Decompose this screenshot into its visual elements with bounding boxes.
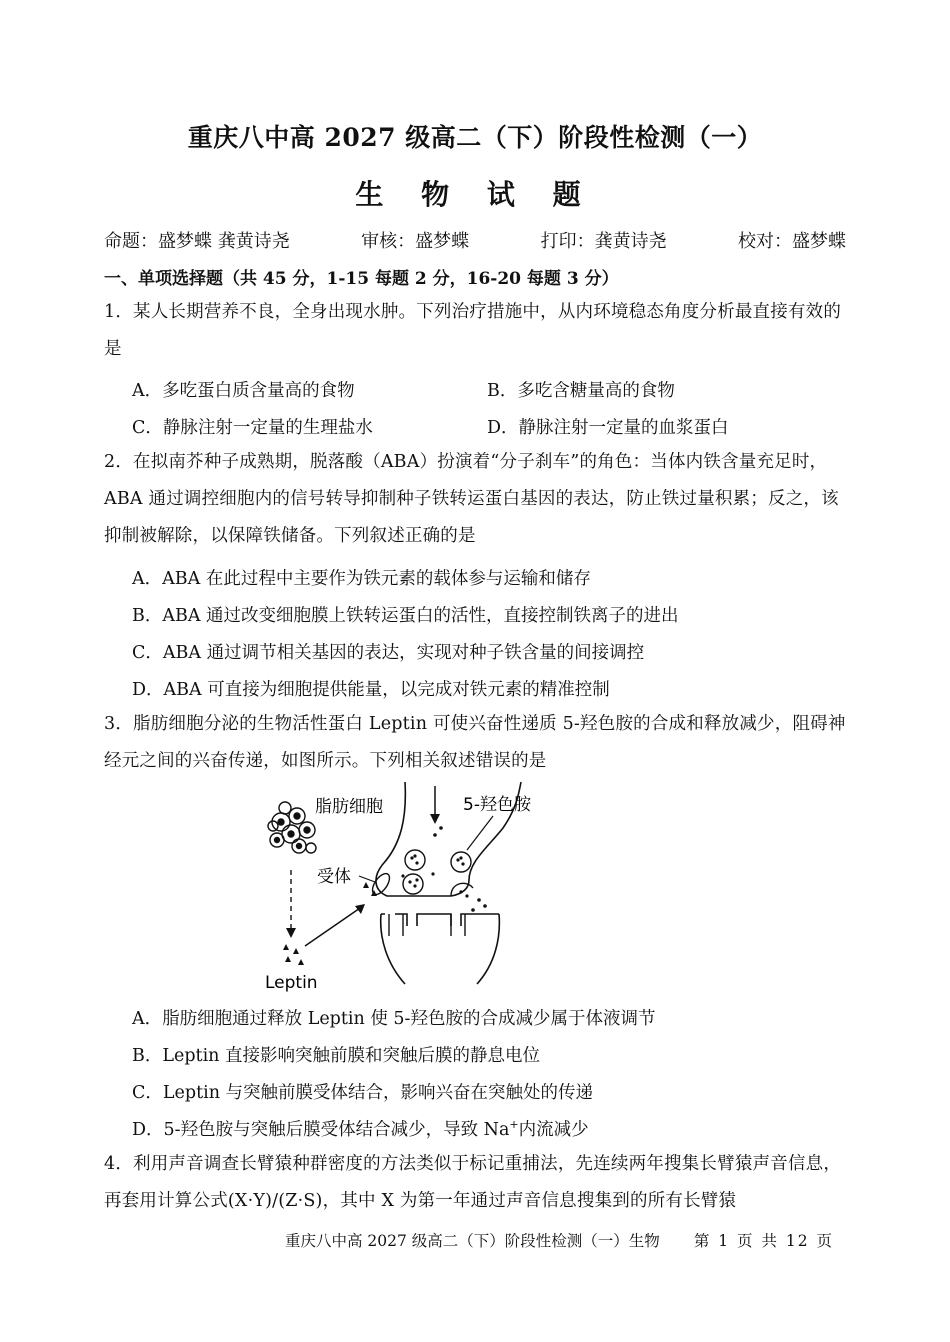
leptin-molecules-icon (283, 944, 304, 965)
label-fat-cell: 脂肪细胞 (315, 797, 383, 817)
receptor-leptin-icon (363, 882, 377, 896)
leptin-arrow-head (355, 904, 365, 914)
question-2-option-b: B．ABA 通过改变细胞膜上铁转运蛋白的活性，直接控制铁离子的进出 (132, 606, 679, 626)
label-leptin: Leptin (265, 973, 318, 993)
question-1-stem: 1．某人长期营养不良，全身出现水肿。下列治疗措施中，从内环境稳态角度分析最直接有效的是 (104, 302, 842, 359)
sodium-charge: + (509, 1118, 519, 1132)
exam-meta (104, 227, 846, 253)
question-2-option-d: D．ABA 可直接为细胞提供能量，以完成对铁元素的精准控制 (132, 680, 610, 700)
label-serotonin: 5-羟色胺 (463, 795, 531, 815)
vesicles (403, 850, 473, 896)
postsynaptic-membrane (381, 914, 500, 984)
question-3-option-c: C．Leptin 与突触前膜受体结合，影响兴奋在突触处的传递 (132, 1083, 594, 1103)
synapse-diagram (255, 778, 585, 996)
question-4-stem: 4．利用声音调查长臂猿种群密度的方法类似于标记重捕法，先连续两年搜集长臂猿声音信息，再套用计算公式(X·Y)/(Z·S)，其中 X 为第一年通过声音信息搜集到的所有长臂猿 (104, 1154, 842, 1211)
question-3-option-d: D．5-羟色胺与突触后膜受体结合减少，导致 Na+内流减少 (132, 1118, 589, 1140)
question-2-option-a: A．ABA 在此过程中主要作为铁元素的载体参与运输和储存 (132, 569, 591, 589)
postsynaptic-receptors (389, 914, 465, 936)
dashed-arrow-head (286, 928, 296, 938)
question-1-option-a: A．多吃蛋白质含量高的食物 (132, 381, 355, 401)
footer-text: 重庆八中高 2027 级高二（下）阶段性检测（一）生物 (285, 1232, 660, 1250)
question-2-stem: 2．在拟南芥种子成熟期，脱落酸（ABA）扮演着“分子刹车”的角色：当体内铁含量充足时，ABA 通过调控细胞内的信号转导抑制种子铁转运蛋白基因的表达，防止铁过量积累；反之，该抑制被解除，以保障铁储备。下列叙述正确的是 (104, 452, 839, 546)
meta-reviewer: 审核：盛梦蝶 (361, 231, 470, 252)
question-3-option-b: B．Leptin 直接影响突触前膜和突触后膜的静息电位 (132, 1046, 541, 1066)
question-2-option-c: C．ABA 通过调节相关基因的表达，实现对种子铁含量的间接调控 (132, 643, 645, 663)
section-heading: 一、单项选择题（共 45 分，1-15 每题 2 分，16-20 每题 3 分） (104, 269, 619, 289)
meta-printer: 打印：龚黄诗尧 (540, 231, 667, 252)
meta-authors: 命题：盛梦蝶 龚黄诗尧 (104, 231, 290, 252)
question-1-option-d: D．静脉注射一定量的血浆蛋白 (487, 418, 729, 438)
fat-cell-icon (268, 802, 316, 853)
page-subtitle: 生 物 试 题 (355, 178, 595, 211)
page-footer (285, 1229, 834, 1251)
footer-page-number: 第 1 页 共 12 页 (693, 1232, 835, 1250)
question-3-stem: 3．脂肪细胞分泌的生物活性蛋白 Leptin 可使兴奋性递质 5-羟色胺的合成和释放减少，阻碍神经元之间的兴奋传递，如图所示。下列相关叙述错误的是 (104, 714, 846, 771)
leptin-arrow (305, 906, 363, 946)
question-3-option-a: A．脂肪细胞通过释放 Leptin 使 5-羟色胺的合成减少属于体液调节 (132, 1009, 656, 1029)
signal-arrow (430, 814, 440, 824)
question-1-option-b: B．多吃含糖量高的食物 (487, 381, 675, 401)
label-receptor: 受体 (317, 867, 351, 887)
meta-proofreader: 校对：盛梦蝶 (738, 231, 846, 252)
question-1-option-c: C．静脉注射一定量的生理盐水 (132, 418, 373, 438)
page-title: 重庆八中高 2027 级高二（下）阶段性检测（一） (187, 123, 763, 152)
